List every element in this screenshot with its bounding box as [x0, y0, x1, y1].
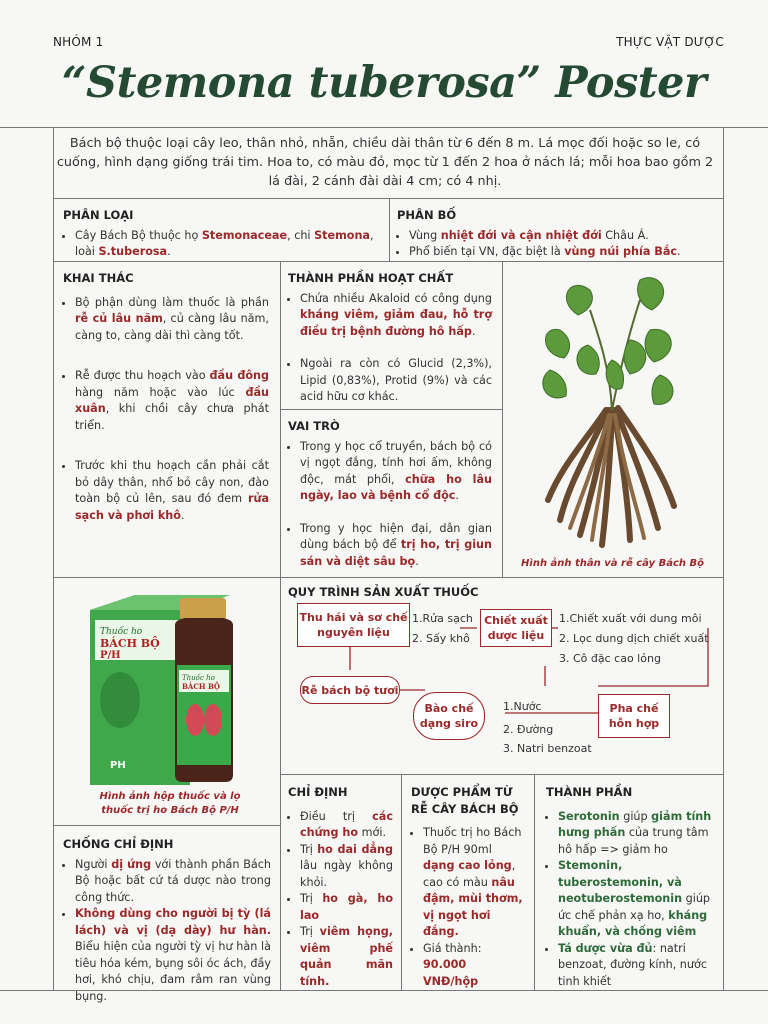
- process-step-extract: Chiết xuất dược liệu: [480, 609, 552, 647]
- divider: [53, 127, 54, 990]
- divider: [0, 127, 768, 128]
- divider: [53, 198, 723, 199]
- classification-heading: PHÂN LOẠI: [63, 208, 134, 222]
- product-image-caption: Hình ảnh hộp thuốc và lọ thuốc trị ho Bách Bộ P/H: [99, 791, 241, 816]
- process-substep: 2. Sấy khô: [412, 632, 470, 645]
- process-input-fresh-root: Rễ bách bộ tươi: [300, 676, 400, 704]
- poster-title: “Stemona tuberosa” Poster: [61, 58, 707, 108]
- contraindication-heading: CHỐNG CHỈ ĐỊNH: [63, 837, 174, 851]
- bottle-label-b: BÁCH BỘ: [182, 682, 220, 691]
- box-label-b: BÁCH BỘ: [100, 637, 160, 650]
- indication-item: • Trị ho dai dẳng lâu ngày không khỏi.: [300, 842, 393, 892]
- distribution-item: • Vùng nhiệt đới và cận nhiệt đới Châu Á.: [409, 228, 719, 245]
- process-substep: 1.Rửa sạch: [412, 612, 473, 625]
- divider: [280, 774, 723, 775]
- ingredient-item: • Tá dược vừa đủ: natri benzoat, đường kính, nước tinh khiết: [558, 941, 714, 991]
- process-substep: 1.Chiết xuất với dung môi: [559, 612, 702, 625]
- product-item: • Giá thành: 90.000 VNĐ/hộp: [423, 941, 525, 991]
- classification-item: • Cây Bách Bộ thuộc họ Stemonaceae, chi Stemona, loài S.tuberosa.: [75, 228, 379, 261]
- distribution-item: • Phổ biến tại VN, đặc biệt là vùng núi phía Bắc.: [409, 244, 719, 261]
- divider: [53, 261, 723, 262]
- role-item: • Trong y học cổ truyền, bách bộ có vị ngọt đắng, tính hơi ấm, không độc, mát phổi, chữa ho lâu ngày, lao và bệnh cổ độc.: [300, 439, 492, 505]
- harvest-heading: KHAI THÁC: [63, 271, 134, 285]
- box-label-c: P/H: [100, 650, 121, 661]
- group-label: NHÓM 1: [53, 35, 104, 49]
- indication-item: • Điều trị các chứng ho mới.: [300, 809, 393, 842]
- active-ingredients-section: [288, 270, 492, 406]
- brand-logo: PH: [110, 760, 126, 771]
- classification-section: [63, 207, 379, 261]
- process-substep: 3. Cô đặc cao lỏng: [559, 652, 661, 665]
- process-heading: QUY TRÌNH SẢN XUẤT THUỐC: [288, 585, 479, 599]
- divider: [502, 261, 503, 577]
- role-section: [288, 418, 492, 570]
- process-substep: 3. Natri benzoat: [503, 742, 592, 755]
- active-ingredients-heading: THÀNH PHẦN HOẠT CHẤT: [288, 271, 454, 285]
- divider: [280, 261, 281, 577]
- plant-root-image: [530, 270, 690, 555]
- ingredients-section: [546, 784, 714, 990]
- process-substep: 1.Nước: [503, 700, 542, 713]
- indication-item: • Trị ho gà, ho lao: [300, 891, 393, 924]
- ingredients-heading: THÀNH PHẦN: [546, 785, 633, 799]
- box-label-a: Thuốc ho: [100, 627, 143, 637]
- divider: [280, 409, 502, 410]
- bottle-label-a: Thuốc ho: [182, 674, 215, 682]
- ingredient-item: • Stemonin, tuberostemonin, và neotuberostemonin giúp ức chế phản xạ ho, kháng khuẩn, và chống viêm: [558, 858, 714, 941]
- active-ingredient-item: • Ngoài ra còn có Glucid (2,3%), Lipid (0,83%), Protid (9%) và các acid hữu cơ khác.: [300, 356, 492, 406]
- indication-section: [288, 784, 393, 990]
- plant-image-caption: Hình ảnh thân và rễ cây Bách Bộ: [521, 558, 704, 569]
- process-step-harvest: Thu hái và sơ chế nguyên liệu: [297, 603, 410, 647]
- contraindication-item: • Không dùng cho người bị tỳ (lá lách) và vị (dạ dày) hư hàn. Biểu hiện của người tỳ vị hư hàn là tiêu hóa kém, bụng sôi óc ách, đầy hơi, khó chịu, đam râm ran vùng bụng.: [75, 906, 271, 1005]
- process-substep: 2. Đường: [503, 723, 554, 736]
- contraindication-section: [63, 836, 271, 1005]
- divider: [53, 825, 280, 826]
- indication-heading: CHỈ ĐỊNH: [288, 785, 348, 799]
- distribution-heading: PHÂN BỐ: [397, 208, 457, 222]
- subject-label: THỰC VẬT DƯỢC: [616, 35, 724, 49]
- intro-paragraph: Bách bộ thuộc loại cây leo, thân nhỏ, nhẵn, chiều dài thân từ 6 đến 8 m. Lá mọc đối hoặc so le, có cuống, hình dạng giống trái tim. Hoa to, có màu đỏ, mọc từ 1 đến 2 hoa ở nách lá; mỗi hoa bao gồm 2 lá đài, 2 cánh đài dài 4 cm; có 4 nhị.: [56, 136, 714, 189]
- process-substep: 2. Lọc dung dịch chiết xuất: [559, 632, 709, 645]
- product-section: [411, 784, 525, 990]
- product-item: • Thuốc trị ho Bách Bộ P/H 90ml dạng cao lỏng, cao có màu nâu đậm, mùi thơm, vị ngọt hơi đắng.: [423, 825, 525, 941]
- role-item: • Trong y học hiện đại, dân gian dùng bách bộ để trị ho, trị giun sán và diệt sâu bọ.: [300, 521, 492, 571]
- divider: [723, 127, 724, 990]
- harvest-item: • Trước khi thu hoạch cần phải cắt bỏ dây thân, nhổ bỏ cây non, đào toàn bộ củ lên, sau đó đem rửa sạch và phơi khô.: [75, 458, 269, 524]
- contraindication-item: • Người dị ứng với thành phần Bách Bộ hoặc bất cứ tá dược nào trong công thức.: [75, 857, 271, 907]
- divider: [534, 774, 535, 990]
- active-ingredient-item: • Chứa nhiều Akaloid có công dụng kháng viêm, giảm đau, hỗ trợ điều trị bệnh đường hô hấp.: [300, 291, 492, 341]
- indication-item: • Trị viêm họng, viêm phế quản mãn tính.: [300, 924, 393, 990]
- harvest-section: [63, 270, 269, 524]
- process-step-syrup: Bào chế dạng siro: [413, 692, 485, 740]
- product-image: [85, 590, 265, 785]
- harvest-item: • Rễ được thu hoạch vào đầu đông hàng năm hoặc vào lúc đầu xuân, khi chồi cây chưa phát triển.: [75, 368, 269, 434]
- process-step-mix: Pha chế hỗn hợp: [598, 694, 670, 738]
- harvest-item: • Bộ phận dùng làm thuốc là phần rễ củ lâu năm, củ càng lâu năm, càng to, càng dài thì càng tốt.: [75, 295, 269, 345]
- product-heading: DƯỢC PHẨM TỪ RỄ CÂY BÁCH BỘ: [411, 785, 519, 816]
- distribution-section: [397, 207, 719, 261]
- ingredient-item: • Serotonin giúp giảm tính hưng phấn của trung tâm hô hấp => giảm ho: [558, 809, 714, 859]
- divider: [401, 774, 402, 990]
- divider: [389, 198, 390, 261]
- role-heading: VAI TRÒ: [288, 419, 340, 433]
